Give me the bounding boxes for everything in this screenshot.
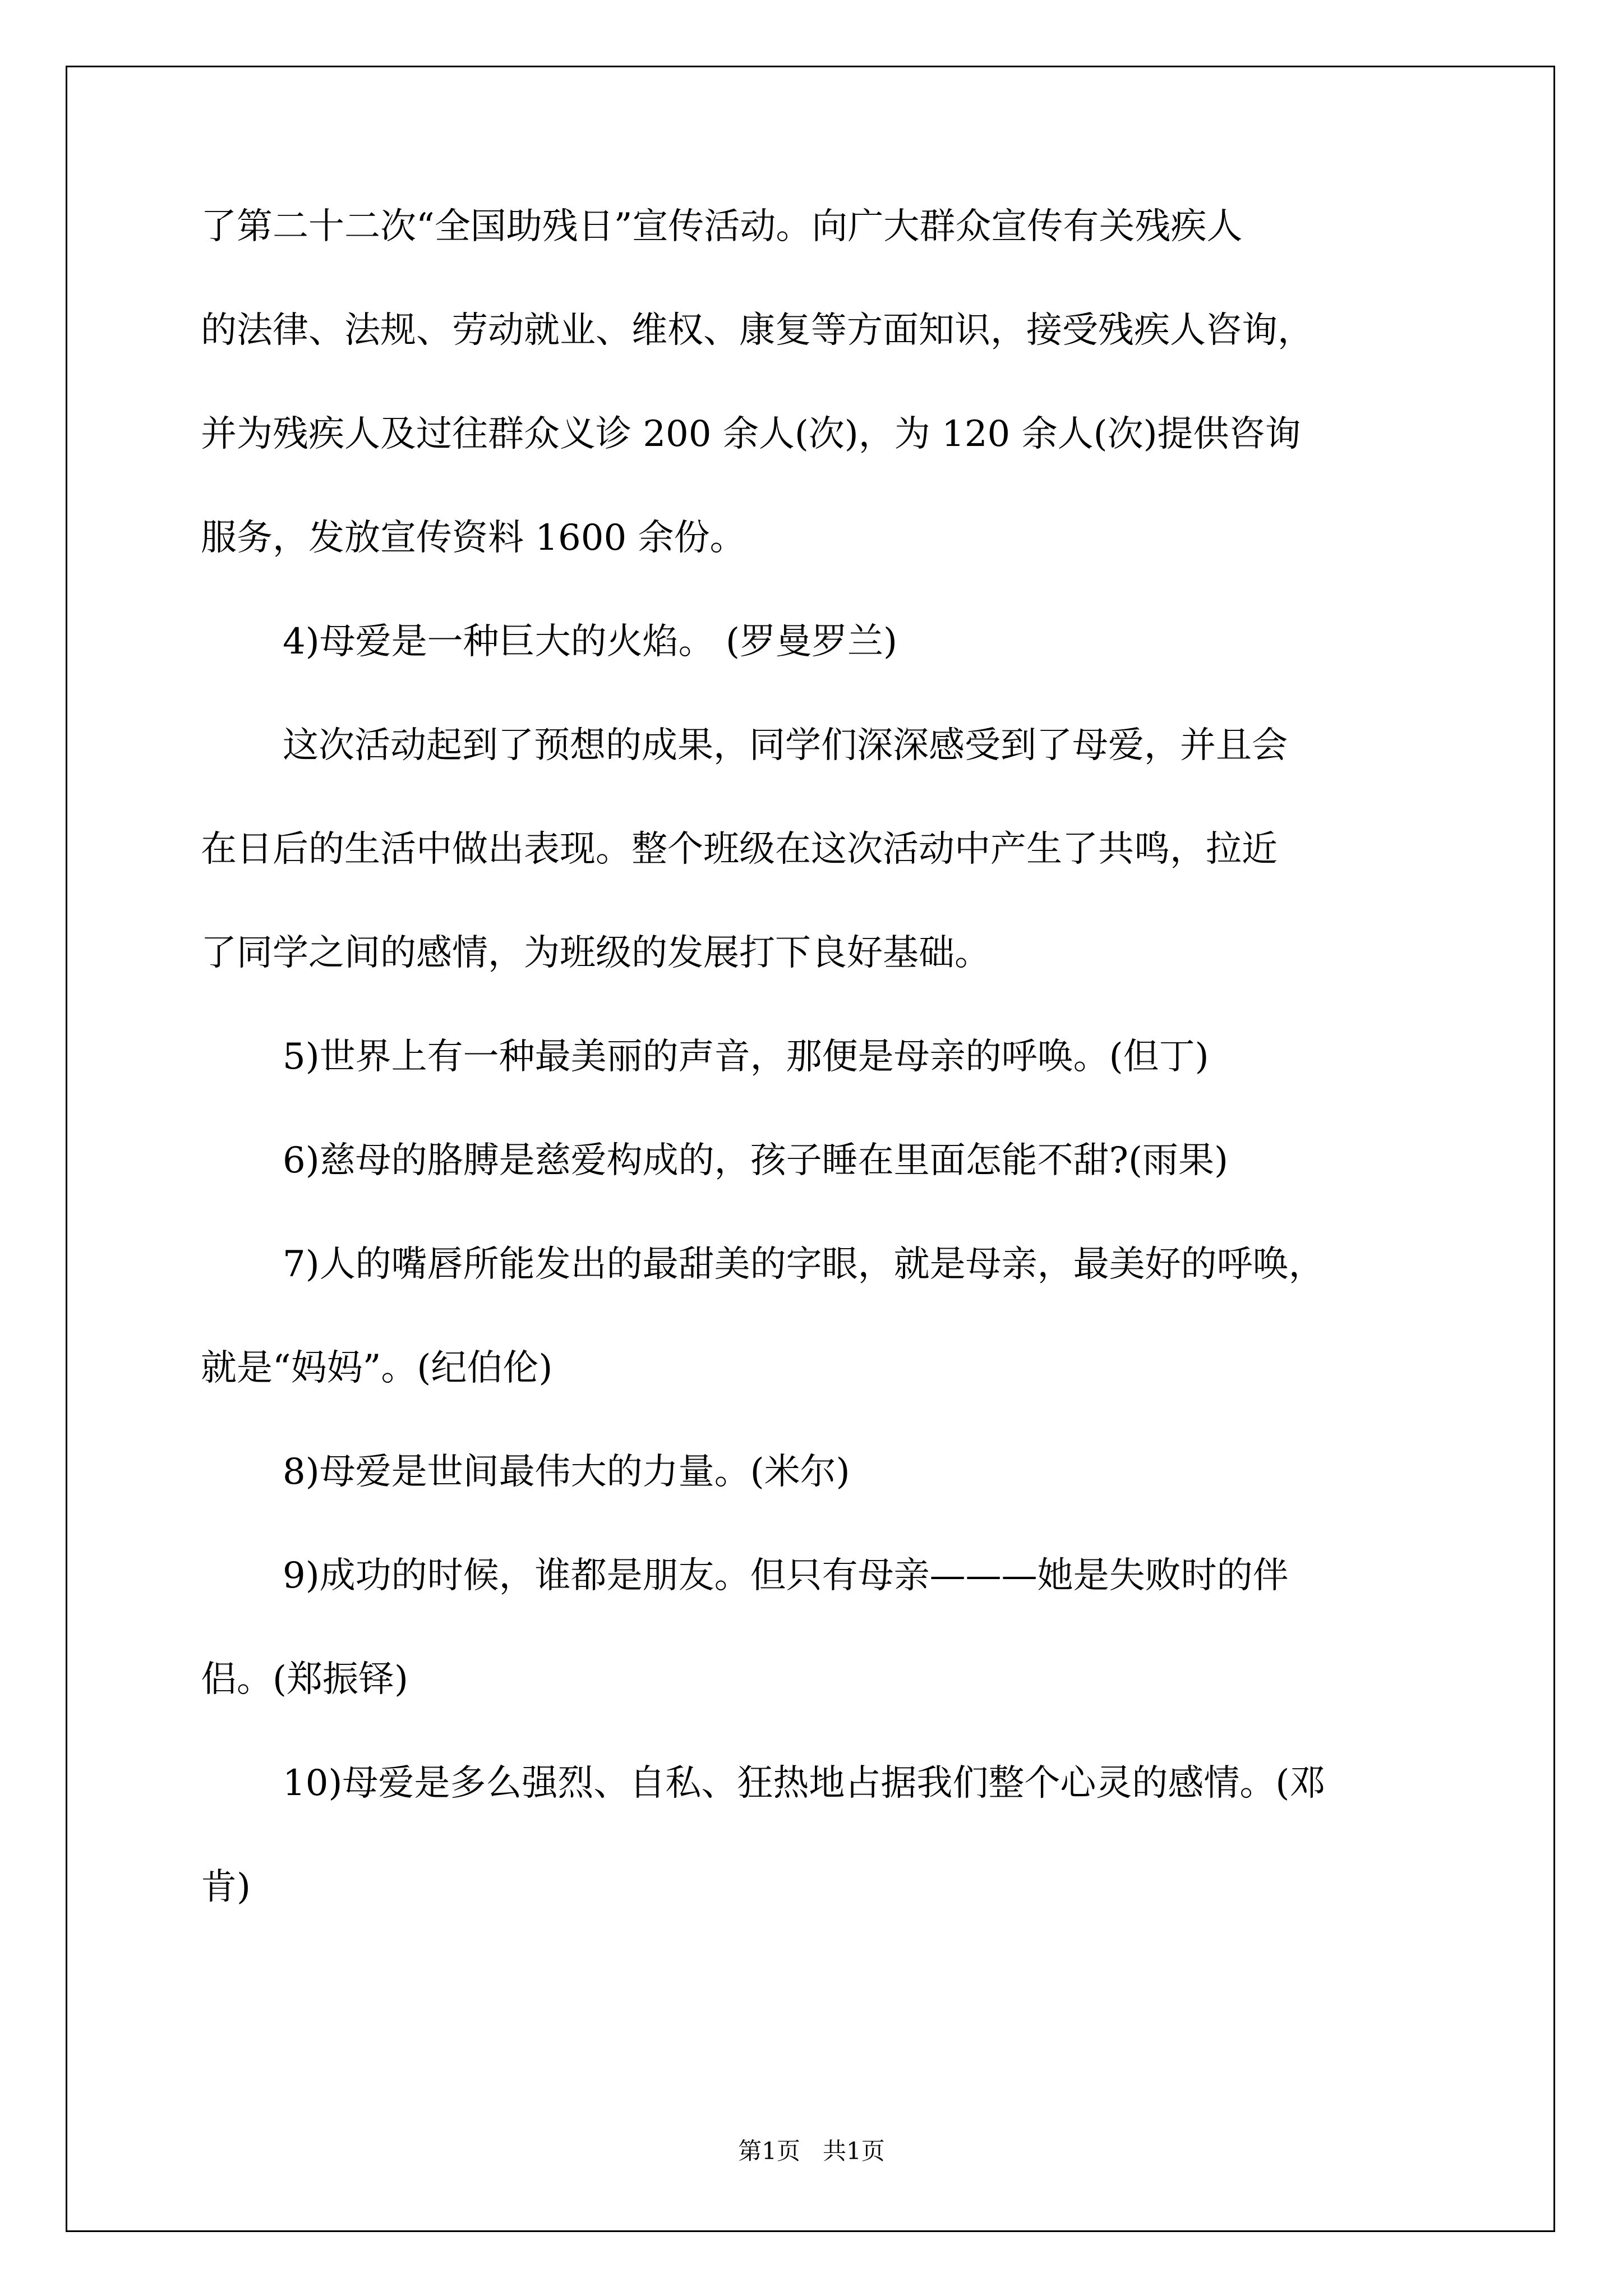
text-line: 9)成功的时候，谁都是朋友。但只有母亲———她是失败时的伴 [283, 1555, 1289, 1596]
text-line: 在日后的生活中做出表现。整个班级在这次活动中产生了共鸣，拉近 [201, 829, 1278, 870]
text-line: 肯) [201, 1866, 251, 1908]
text-line: 10)母爱是多么强烈、自私、狂热地占据我们整个心灵的感情。(邓 [283, 1763, 1326, 1804]
text-line: 就是“妈妈”。(纪伯伦) [201, 1347, 553, 1389]
text-line: 这次活动起到了预想的成果，同学们深深感受到了母爱，并且会 [283, 725, 1288, 766]
page-footer: 第1页 共1页 [738, 2137, 885, 2165]
text-line: 4)母爱是一种巨大的火焰。 (罗曼罗兰) [283, 621, 897, 662]
text-line: 5)世界上有一种最美丽的声音，那便是母亲的呼唤。(但丁) [283, 1036, 1209, 1078]
text-line: 并为残疾人及过往群众义诊 200 余人(次)，为 120 余人(次)提供咨询 [201, 413, 1301, 455]
text-line: 服务，发放宣传资料 1600 余份。 [201, 517, 746, 559]
text-line: 了第二十二次“全国助残日”宣传活动。向广大群众宣传有关残疾人 [201, 206, 1243, 247]
text-line: 的法律、法规、劳动就业、维权、康复等方面知识，接受残疾人咨询， [201, 310, 1313, 351]
text-line: 8)母爱是世间最伟大的力量。(米尔) [283, 1451, 850, 1493]
text-line: 侣。(郑振铎) [201, 1659, 408, 1700]
text-line: 6)慈母的胳膊是慈爱构成的，孩子睡在里面怎能不甜?(雨果) [283, 1140, 1228, 1181]
text-line: 了同学之间的感情，为班级的发展打下良好基础。 [201, 932, 990, 974]
text-line: 7)人的嘴唇所能发出的最甜美的字眼，就是母亲，最美好的呼唤， [283, 1244, 1325, 1285]
